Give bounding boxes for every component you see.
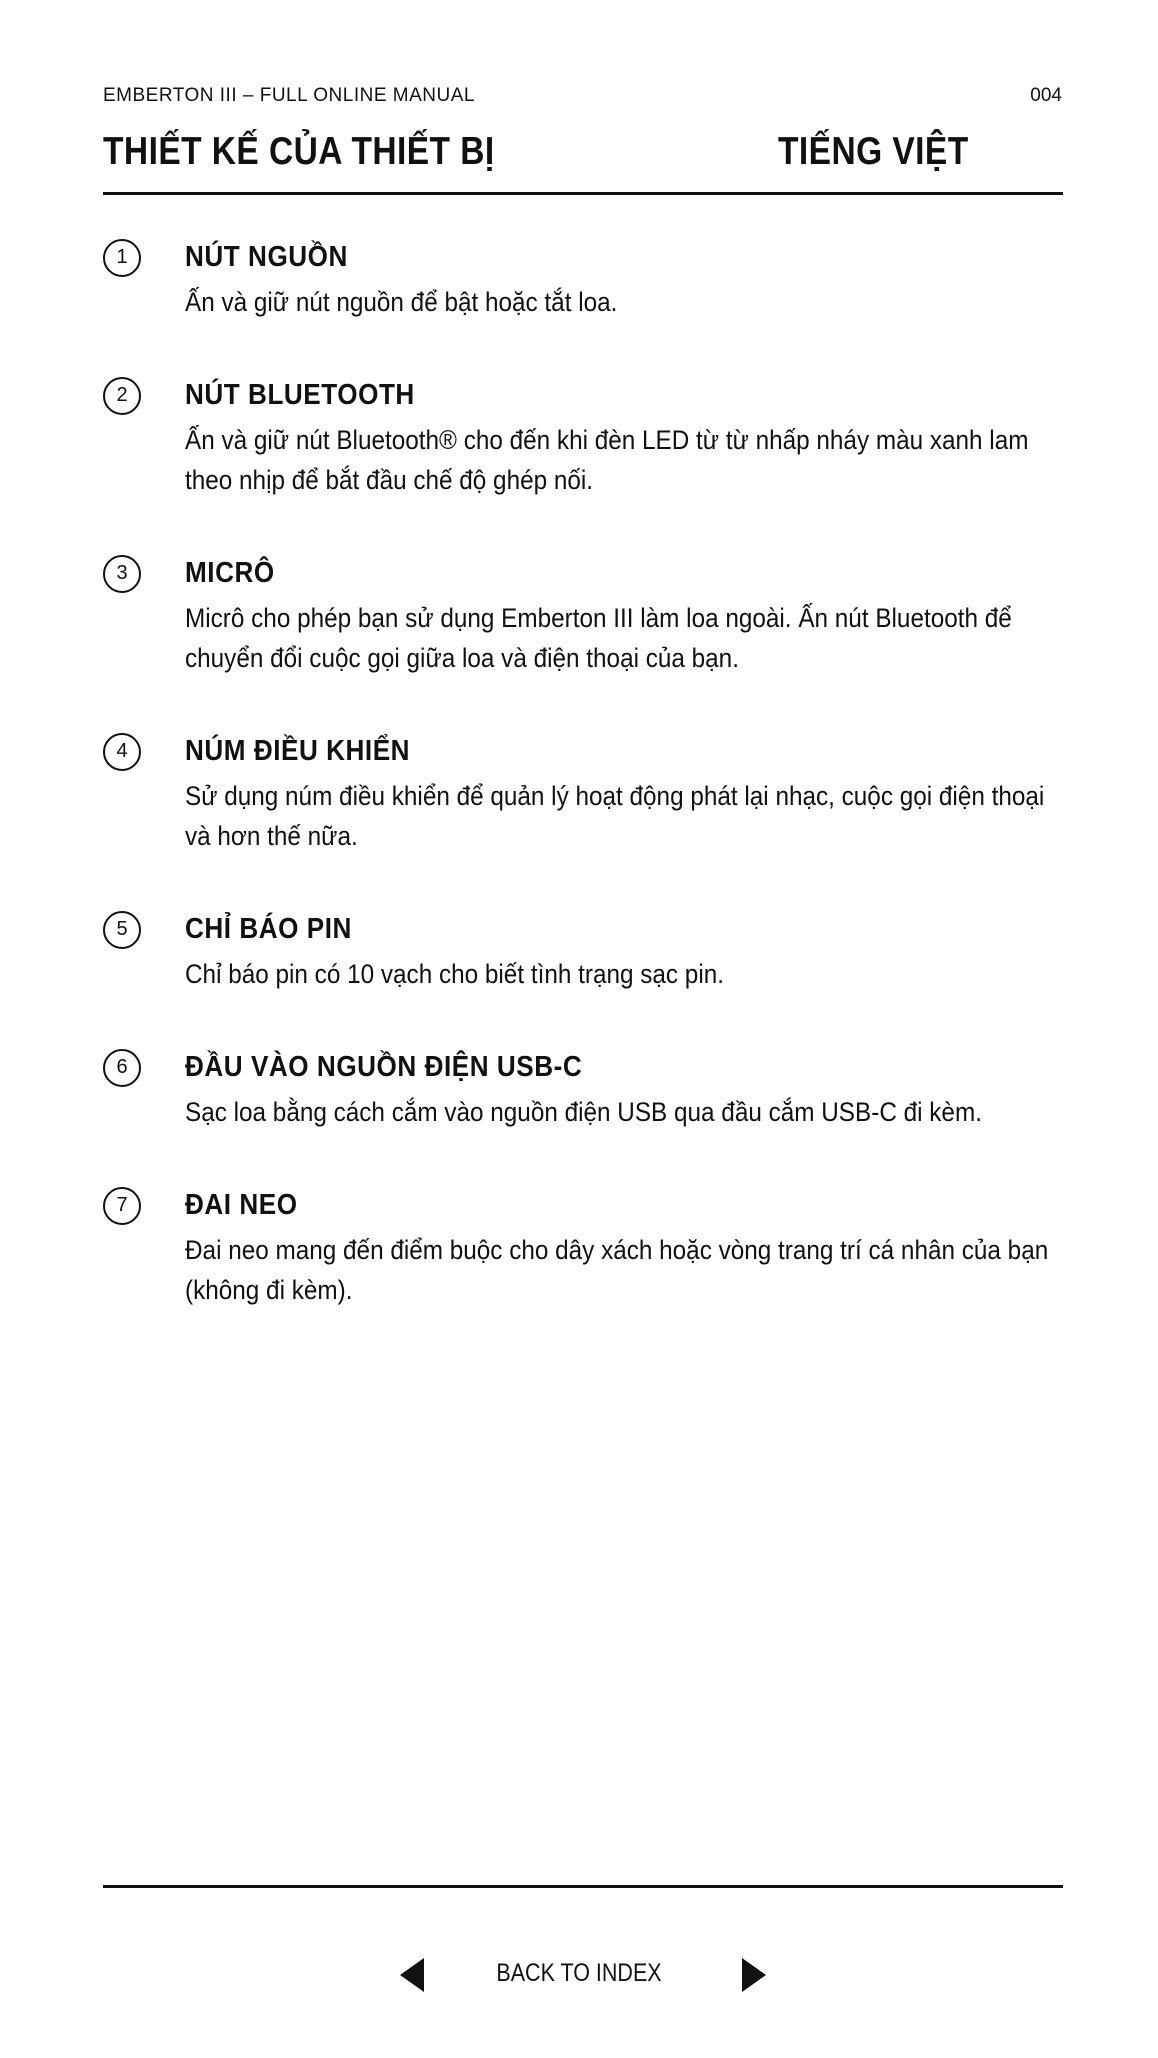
header-divider — [103, 192, 1063, 195]
feature-description: Micrô cho phép bạn sử dụng Emberton III làm loa ngoài. Ấn nút Bluetooth để chuyển đổi cuộc gọi giữa loa và điện thoại của bạn. — [185, 603, 1012, 673]
feature-item-usb-c-input — [103, 1046, 1063, 1132]
feature-description: Ấn và giữ nút Bluetooth® cho đến khi đèn LED từ từ nhấp nháy màu xanh lam theo nhịp để bắt đầu chế độ ghép nối. — [185, 425, 1029, 495]
feature-item-microphone — [103, 552, 1063, 678]
section-title: THIẾT KẾ CỦA THIẾT BỊ — [103, 130, 495, 173]
feature-number-badge: 7 — [103, 1187, 141, 1225]
feature-item-control-knob — [103, 730, 1063, 856]
feature-number-badge: 3 — [103, 555, 141, 593]
page-number: 004 — [1030, 85, 1062, 106]
feature-number-badge: 6 — [103, 1049, 141, 1087]
feature-heading: ĐẦU VÀO NGUỒN ĐIỆN USB-C — [185, 1051, 583, 1083]
feature-heading: NÚT BLUETOOTH — [185, 379, 415, 411]
feature-item-battery-indicator — [103, 908, 1063, 994]
feature-heading: MICRÔ — [185, 557, 275, 589]
feature-list — [103, 236, 1063, 1310]
feature-item-power-button — [103, 236, 1063, 322]
feature-description: Chỉ báo pin có 10 vạch cho biết tình trạng sạc pin. — [185, 959, 725, 989]
feature-number-badge: 4 — [103, 733, 141, 771]
feature-description: Ấn và giữ nút nguồn để bật hoặc tắt loa. — [185, 287, 618, 317]
feature-heading: CHỈ BÁO PIN — [185, 913, 352, 945]
feature-description: Sử dụng núm điều khiển để quản lý hoạt động phát lại nhạc, cuộc gọi điện thoại và hơn thế nữa. — [185, 781, 1045, 851]
feature-number-badge: 5 — [103, 911, 141, 949]
feature-heading: NÚM ĐIỀU KHIỂN — [185, 735, 411, 767]
feature-description: Sạc loa bằng cách cắm vào nguồn điện USB qua đầu cắm USB-C đi kèm. — [185, 1097, 982, 1127]
feature-description: Đai neo mang đến điểm buộc cho dây xách hoặc vòng trang trí cá nhân của bạn (không đi kèm). — [185, 1235, 1049, 1305]
triangle-right-icon[interactable] — [742, 1958, 766, 1992]
feature-number-badge: 1 — [103, 239, 141, 277]
feature-item-bluetooth-button — [103, 374, 1063, 500]
manual-title: EMBERTON III – FULL ONLINE MANUAL — [103, 85, 475, 106]
feature-item-strap-anchor — [103, 1184, 1063, 1310]
language-label: TIẾNG VIỆT — [778, 130, 969, 173]
feature-heading: ĐAI NEO — [185, 1189, 298, 1221]
back-to-index-link[interactable]: BACK TO INDEX — [496, 1959, 662, 1987]
feature-heading: NÚT NGUỒN — [185, 241, 348, 273]
footer-divider — [103, 1885, 1063, 1888]
feature-number-badge: 2 — [103, 377, 141, 415]
footer-navigation — [0, 1950, 1158, 2000]
